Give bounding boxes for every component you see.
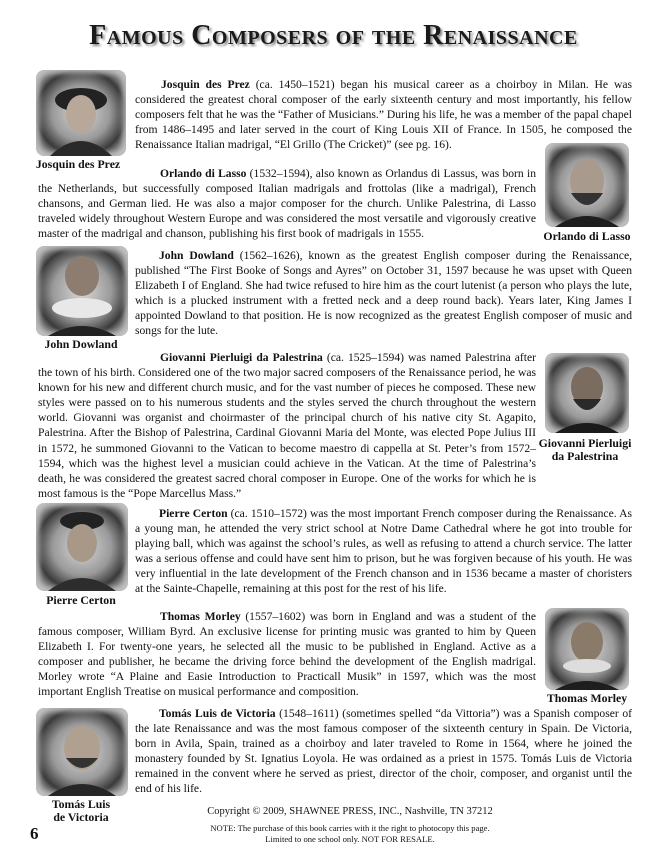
composer-bio: (ca. 1510–1572) was the most important French composer during the Renaissance. As a young man, he attended the very strict school at Notre Dame Cathedral where he got into trouble for playing ball, which was against the school’s rules, as well as refusing to attend a church service. The latter was a serious offense and could have sent him to prison, but he was forgiven because of his youth. He was very influential in the late development of the French chanson and in 1536 became a master of choristers at the Sainte-Chapelle, remaining at this post for the rest of his life. bbox=[135, 507, 632, 596]
composer-bio: (ca. 1450–1521) began his musical career as a choirboy in Milan. He was considered the greatest choral composer of the early sixteenth century and most importantly, his fellow composers felt that he was the “Father of Musicians.” During his life, he was a member of the papal chapel from 1486–1495 and later served in the court of King Louis XII of France. In 1505, he composed the Renaissance Italian madrigal, “El Grillo (The Cricket)” (see pg. 16). bbox=[135, 78, 632, 152]
portrait-icon bbox=[36, 708, 128, 796]
portrait-orlando-di-lasso bbox=[545, 143, 629, 227]
portrait-icon bbox=[545, 353, 629, 433]
caption-line: da Palestrina bbox=[551, 449, 619, 463]
composer-name: Tomás Luis de Victoria bbox=[159, 707, 276, 720]
page-number: 6 bbox=[30, 824, 39, 843]
entry-josquin-des-prez bbox=[135, 77, 632, 152]
composer-bio: (1557–1602) was born in England and was a student of the famous composer, William Byrd. An exclusive license for printing music was granted to him by Queen Elizabeth I. For twenty-one years, he selected all the music to be published in England. Active as a composer and publisher, he became the driving force behind the development of the English madrigal. Morley wrote “A Plaine and Easie Introduction to Practicall Musik” in 1597, which was the most important English Treatise on musical performance and composition. bbox=[38, 610, 536, 699]
portrait-tomas-luis-de-victoria bbox=[36, 708, 128, 796]
composer-bio: (1532–1594), also known as Orlandus di Lassus, was born in the Netherlands, but successfully composed Italian madrigals and frottolas (like a madrigal), French chansons, and German lied. He was also a major composer for the church. Unlike Palestrina, di Lasso traveled widely throughout Western Europe and was considered the most versatile and vigorously creative master of the madrigal and chanson, publishing his first book of madrigals in 1555. bbox=[38, 167, 536, 241]
caption-orlando-di-lasso: Orlando di Lasso bbox=[543, 229, 631, 243]
composer-name: Giovanni Pierluigi da Palestrina bbox=[160, 351, 323, 364]
portrait-icon bbox=[36, 246, 128, 336]
entry-john-dowland bbox=[135, 248, 632, 339]
caption-john-dowland: John Dowland bbox=[44, 337, 118, 351]
portrait-john-dowland bbox=[36, 246, 128, 336]
copyright-notice: Copyright © 2009, SHAWNEE PRESS, INC., Nashville, TN 37212 bbox=[207, 806, 493, 817]
entry-giovanni-palestrina bbox=[38, 350, 536, 501]
note-line: NOTE: The purchase of this book carries with it the right to photocopy this page. bbox=[210, 823, 490, 833]
caption-line: de Victoria bbox=[53, 810, 109, 824]
portrait-pierre-certon bbox=[36, 503, 128, 591]
portrait-icon bbox=[545, 608, 629, 690]
note-line: Limited to one school only. NOT FOR RESALE. bbox=[265, 834, 435, 844]
portrait-giovanni-palestrina bbox=[545, 353, 629, 433]
composer-bio: (ca. 1525–1594) was named Palestrina after the town of his birth. Considered one of the two major sacred composers of the Renaissance period, he was known for his new and different church music, and for the vast number of pieces he composed. These new styles were passed on to his numerous students and the styles served the church throughout the western world. Giovanni was organist and choirmaster of the principal church of his native city St. Agapito, Palestrina. After the Bishop of Palestrina, Cardinal Giovanni Maria del Monte, was elected Pope Julius III in 1572, he summoned Giovanni to the Vatican to become maestro di cappella at St. Peter’s from 1572–1594, which was the highest level a musician could achieve in the Vatican. At the time of Palestrina’s death, he was considered the greatest sacred choral composer in Europe. One of the works for which he is most famous is the “Pope Marcellus Mass.” bbox=[38, 351, 536, 500]
entry-pierre-certon bbox=[135, 506, 632, 597]
portrait-josquin-des-prez bbox=[36, 70, 126, 156]
caption-tomas-luis-de-victoria bbox=[20, 798, 142, 824]
composer-name: John Dowland bbox=[159, 249, 234, 262]
entry-thomas-morley bbox=[38, 609, 536, 700]
page-title: Famous Composers of the Renaissance bbox=[89, 20, 578, 51]
portrait-icon bbox=[36, 70, 126, 156]
composer-name: Josquin des Prez bbox=[161, 78, 250, 91]
portrait-icon bbox=[545, 143, 629, 227]
entry-orlando-di-lasso bbox=[38, 166, 536, 241]
composer-name: Thomas Morley bbox=[160, 610, 241, 623]
portrait-icon bbox=[36, 503, 128, 591]
caption-pierre-certon: Pierre Certon bbox=[46, 593, 116, 607]
composer-bio: (1562–1626), known as the greatest English composer during the Renaissance, published “The First Booke of Songs and Ayres” on October 31, 1597 because he was upset with Queen Elizabeth I of England. She had twice refused to hire him as the court lutenist (a person who plays the lute, which is a plucked instrument with a fretted neck and a deep round back). Years later, King James I appointed Dowland to that position. He is now recognized as the greatest English composer of music and songs for the lute. bbox=[135, 249, 632, 338]
entry-tomas-luis-de-victoria bbox=[135, 706, 632, 797]
caption-josquin-des-prez: Josquin des Prez bbox=[35, 157, 121, 171]
caption-thomas-morley: Thomas Morley bbox=[546, 691, 628, 705]
composer-name: Pierre Certon bbox=[159, 507, 228, 520]
composer-name: Orlando di Lasso bbox=[160, 167, 247, 180]
composer-bio: (1548–1611) (sometimes spelled “da Vittoria”) was a Spanish composer of the late Renaissance and was the most famous composer of the sixteenth century in Spain. De Victoria, born in Avila, Spain, trained as a choirboy and later traveled to Rome in 1564, where he joined the monastery founded by St. Ignatius Loyola. He was ordained as a priest in 1575. Tomás Luis de Victoria remained in the convent where he served as priest, director of the choir, composer, and organist until the end of his life. bbox=[135, 707, 632, 796]
portrait-thomas-morley bbox=[545, 608, 629, 690]
caption-line: Tomás Luis bbox=[51, 797, 111, 811]
photocopy-note bbox=[160, 823, 540, 845]
caption-line: Giovanni Pierluigi bbox=[538, 436, 632, 450]
